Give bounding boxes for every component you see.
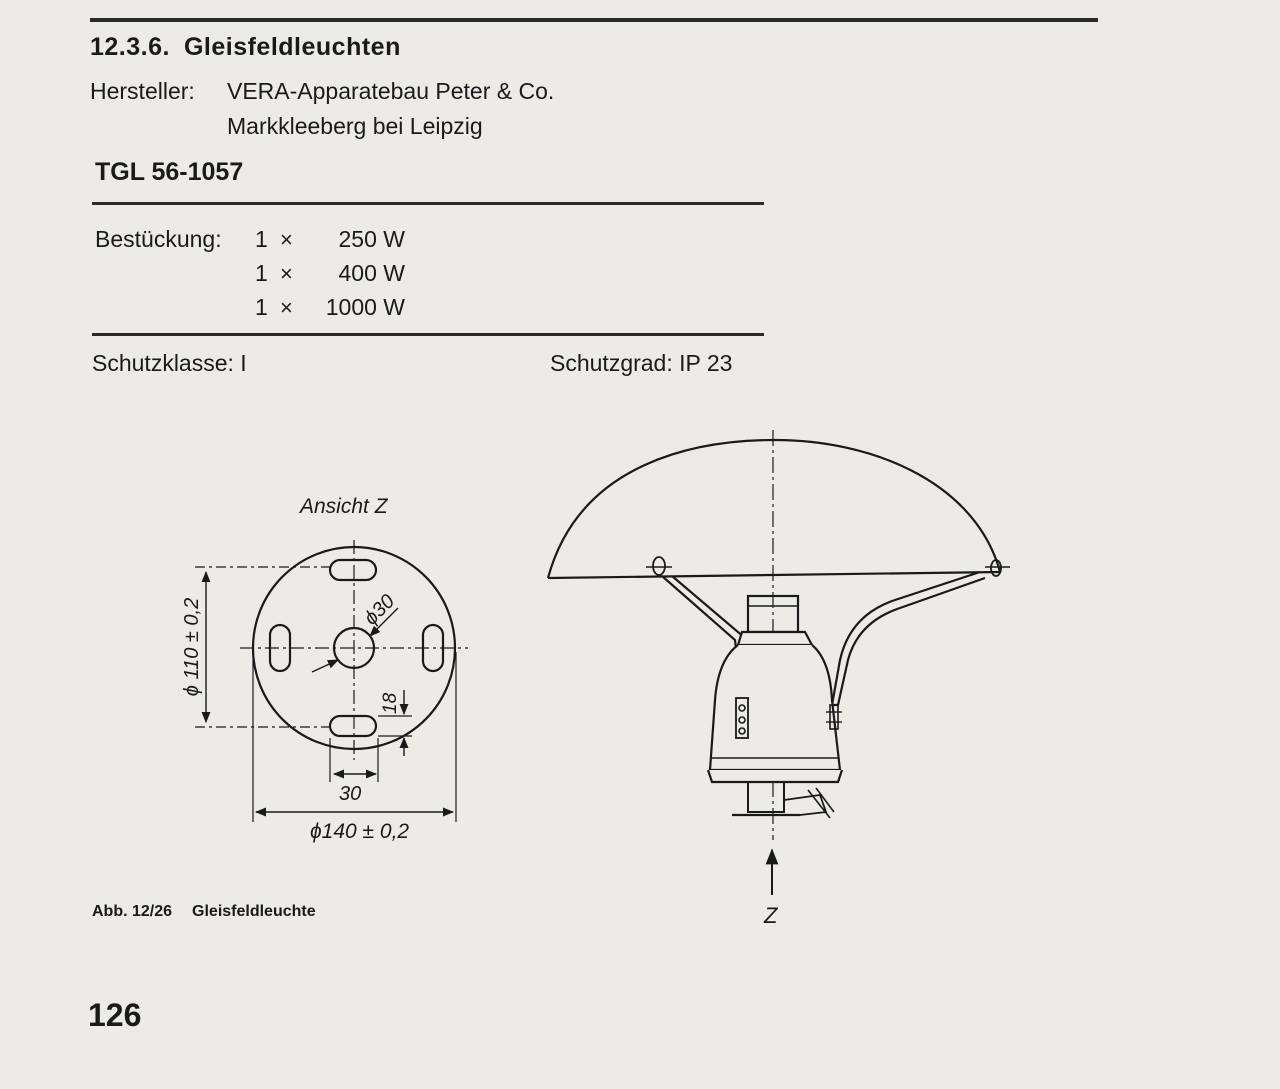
- equipment-power: 250 W: [338, 226, 405, 252]
- times-symbol: ×: [280, 295, 293, 320]
- page-number: 126: [88, 997, 142, 1033]
- times-symbol: ×: [280, 261, 293, 286]
- figure-caption: [92, 903, 316, 921]
- manufacturer-location: Markkleeberg bei Leipzig: [227, 113, 483, 139]
- manufacturer-label: Hersteller:: [90, 78, 195, 104]
- equipment-power: 1000 W: [325, 294, 405, 320]
- view-arrow-label: Z: [764, 903, 778, 928]
- manufacturer-name: VERA-Apparatebau Peter & Co.: [227, 78, 555, 104]
- times-symbol: ×: [280, 227, 293, 252]
- lamp-side-view: [548, 430, 1010, 895]
- slot-width-label: 30: [339, 783, 362, 805]
- protection-class: Schutzklasse: I: [92, 350, 247, 376]
- equipment-power: 400 W: [338, 260, 405, 286]
- figure-title: Gleisfeldleuchte: [192, 903, 316, 920]
- figure-number: Abb. 12/26: [92, 903, 173, 920]
- outer-diameter-label: ϕ140 ± 0,2: [310, 820, 410, 843]
- equipment-count: 1: [255, 294, 268, 320]
- equipment-count: 1: [255, 260, 268, 286]
- view-label: Ansicht Z: [300, 495, 388, 518]
- standard-title: TGL 56-1057: [95, 158, 244, 186]
- hole-diameter-label: ϕ30: [359, 590, 400, 630]
- protection-degree: Schutzgrad: IP 23: [550, 350, 733, 376]
- height-dimension-label: ϕ 110 ± 0,2: [181, 597, 203, 697]
- slot-length-label: 18: [380, 692, 401, 714]
- equipment-count: 1: [255, 226, 268, 252]
- section-number: 12.3.6.: [90, 33, 170, 61]
- section-title: Gleisfeldleuchten: [183, 33, 401, 61]
- equipment-label: Bestückung:: [95, 226, 222, 252]
- plan-view: [195, 540, 468, 822]
